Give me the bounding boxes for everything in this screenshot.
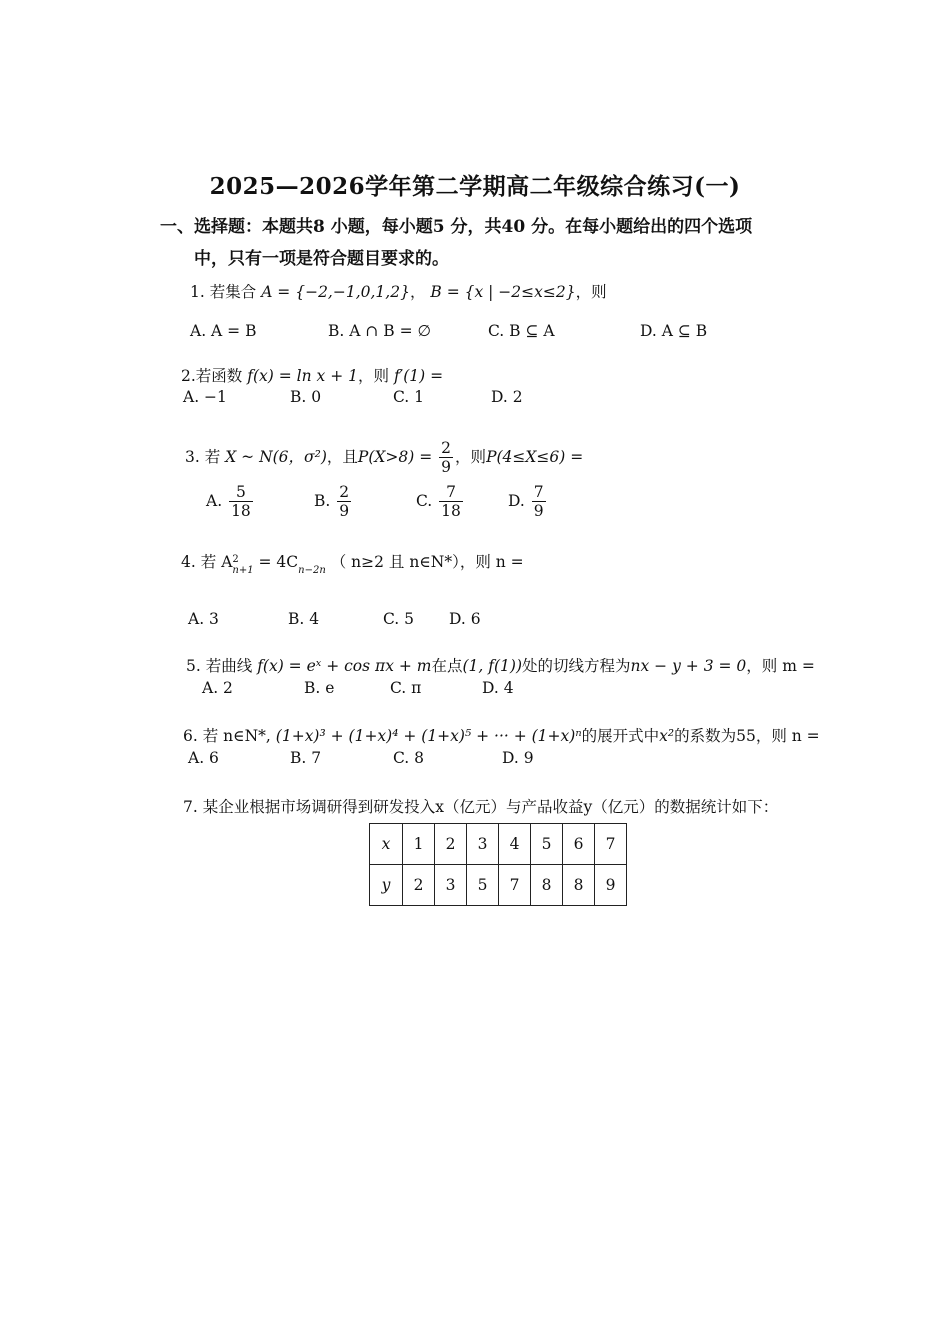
option-1b: B. A ∩ B = ∅ [328,322,432,340]
table-cell: 5 [531,824,563,865]
question-text: ，则 [575,283,607,301]
fraction-numerator: 2 [441,439,452,457]
table-header-cell: x [370,824,403,865]
table-cell: 5 [467,865,499,906]
data-table [369,823,627,906]
question-number: 5. [186,657,201,675]
question-text: （ n≥2 且 n∈N*），则 n = [330,553,524,571]
option-2b: B. 0 [290,388,322,406]
math-expression: x² [659,727,675,745]
superscript: n−2 [298,565,320,576]
question-text: 若 [204,447,221,466]
question-text: 若曲线 [205,657,253,675]
section-heading-line2: 中，只有一项是符合题目要求的。 [194,249,449,269]
option-5d: D. 4 [482,679,514,697]
fraction-numerator: 7 [533,483,544,501]
table-cell: 2 [435,824,467,865]
option-3a [206,484,255,520]
fraction [532,484,546,520]
table-cell: 3 [435,865,467,906]
fraction [229,484,253,520]
table-row-x [370,824,627,865]
fraction-denominator: 9 [533,502,544,521]
fraction [439,440,453,476]
fraction [337,484,351,520]
question-3-stem [185,440,583,476]
question-text: 某企业根据市场调研得到研发投入x（亿元）与产品收益y（亿元）的数据统计如下： [202,798,779,816]
option-label: B. [314,491,331,510]
table-cell: 7 [499,865,531,906]
question-number: 1. [190,283,205,301]
question-text: 的系数为55，则 n = [674,727,820,745]
question-1-stem: 1. 若集合 A = {−2,−1,0,1,2}， B = {x | −2≤x≤2}，则 [190,283,607,301]
table-row-y [370,865,627,906]
table-cell: 1 [403,824,435,865]
option-4d: D. 6 [449,610,481,628]
math-expression: A = {−2,−1,0,1,2} [261,283,410,301]
fraction-numerator: 2 [339,483,350,501]
option-3c [416,484,465,520]
table-cell: 3 [467,824,499,865]
math-expression: P(4≤X≤6) = [486,447,584,466]
option-5a: A. 2 [202,679,233,697]
option-2d: D. 2 [491,388,523,406]
page-title: 2025—2026学年第二学期高二年级综合练习(一) [209,173,741,200]
question-text: 的展开式中 [581,727,660,745]
math-expression: f(x) = ln x + 1 [247,367,358,385]
table-cell: 8 [531,865,563,906]
option-6c: C. 8 [393,749,425,767]
math-expression: (1+x)³ + (1+x)⁴ + (1+x)⁵ + ··· + (1+x)ⁿ [275,727,582,745]
math-expression: nx − y + 3 = 0 [630,657,747,675]
question-number: 6. [183,727,198,745]
question-7-stem [183,795,778,817]
table-cell: 4 [499,824,531,865]
option-6d: D. 9 [502,749,534,767]
math-expression: A 2 n+1 = 4Cn−2n [221,553,326,576]
math-expression: (1, f(1)) [462,657,523,675]
question-4-stem [181,550,524,576]
fraction [439,484,463,520]
subscript: n [319,565,326,576]
table-cell: 9 [595,865,627,906]
question-number: 4. [181,553,196,571]
option-4c: C. 5 [383,610,415,628]
option-1a: A. A = B [190,322,257,340]
option-3b [314,484,353,520]
question-2-stem [181,364,443,386]
question-text: ，且 [326,447,358,466]
subscript: n+1 [232,565,254,576]
table-cell: 2 [403,865,435,906]
option-4b: B. 4 [288,610,320,628]
option-5c: C. π [390,679,422,697]
question-number: 2. [181,367,196,385]
math-expression: f(x) = eˣ + cos πx + m [257,657,432,675]
question-text: ，则 [357,367,389,385]
question-text: 若集合 [209,283,257,301]
option-6a: A. 6 [188,749,219,767]
math-expression: f′(1) = [393,367,444,385]
question-text: 在点 [431,657,463,675]
question-text: ，则 [455,447,487,466]
option-1d: D. A ⊆ B [640,322,708,340]
math-expression: = 4C [253,553,299,571]
table-cell: 8 [563,865,595,906]
option-label: D. [508,491,525,510]
math-expression: X ~ N(6，σ²) [225,447,327,466]
option-label: C. [416,491,433,510]
question-text: 处的切线方程为 [522,657,631,675]
option-4a: A. 3 [188,610,219,628]
option-label: A. [206,491,223,510]
fraction-numerator: 5 [229,484,253,502]
option-5b: B. e [304,679,335,697]
table-cell: 7 [595,824,627,865]
fraction-denominator: 18 [231,502,251,521]
question-text: 若 n∈N*, [202,727,271,745]
math-expression: B = {x | −2≤x≤2} [430,283,576,301]
superscript: 2 [232,554,239,565]
section-heading-line1: 一、选择题：本题共8 小题，每小题5 分，共40 分。在每小题给出的四个选项 [160,217,753,237]
fraction-numerator: 7 [439,484,463,502]
question-number: 3. [185,447,200,466]
option-2a: A. −1 [183,388,227,406]
question-text: 若 [200,553,217,571]
option-3d [508,484,548,520]
question-text: 若函数 [195,367,243,385]
fraction-denominator: 9 [441,458,452,477]
question-6-stem [183,724,820,746]
option-6b: B. 7 [290,749,322,767]
question-number: 7. [183,798,198,816]
math-expression: P(X>8) = [357,447,433,466]
question-text: ，则 m = [746,657,815,675]
question-5-stem [186,654,815,676]
fraction-denominator: 18 [441,502,461,521]
option-1c: C. B ⊆ A [488,322,555,340]
table-header-cell: y [370,865,403,906]
fraction-denominator: 9 [339,502,350,521]
option-2c: C. 1 [393,388,425,406]
table-cell: 6 [563,824,595,865]
